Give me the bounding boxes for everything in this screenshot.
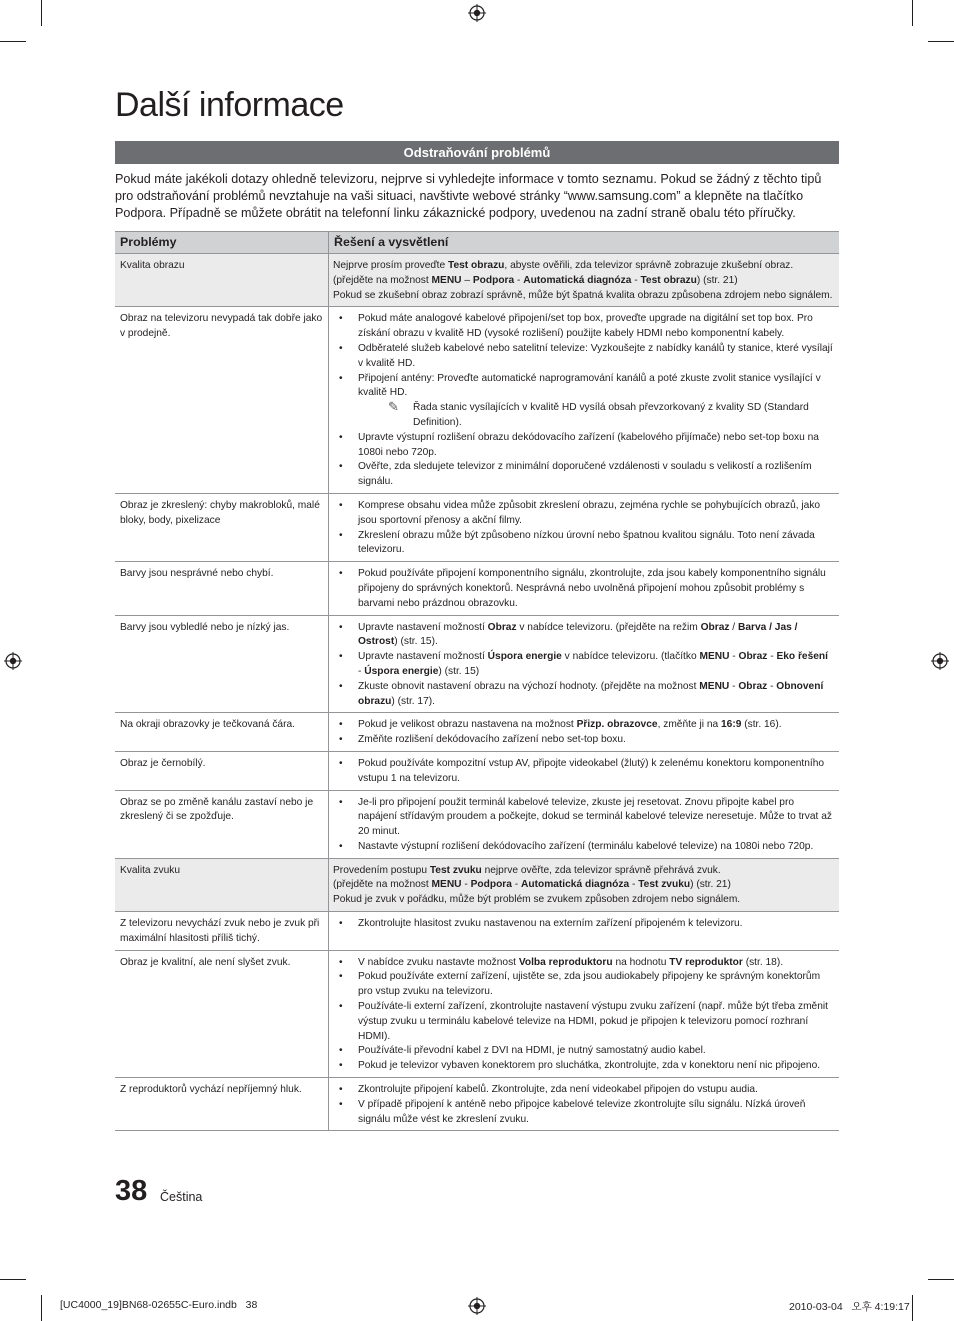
section-title: Odstraňování problémů	[115, 141, 839, 164]
table-row	[115, 307, 839, 494]
solution-bullet: • Používáte-li externí zařízení, zkontrolujte nastavení výstupu zvuku zařízení (např. může být třeba změnit výstup zvuku u terminálu kabelové televize na HDMI, pokud je připojen k televizoru pomocí rozhraní HDMI).	[333, 1000, 834, 1044]
solution-text: Provedením postupu Test zvuku nejprve ověřte, zda televizor správně přehrává zvuk.	[333, 864, 721, 876]
table-row	[115, 912, 839, 951]
problem-cell: Obraz se po změně kanálu zastaví nebo je zkreslený či se zpožďuje.	[115, 790, 329, 858]
solution-bullet: • Pokud máte analogové kabelové připojení/set top box, proveďte upgrade na digitální set top box. Pro získání obrazu v kvalitě HD (vysoké rozlišení) použijte kabely HDMI nebo komponentní kabely.	[333, 312, 834, 342]
solution-bullet: • Zkuste obnovit nastavení obrazu na výchozí hodnoty. (přejděte na možnost MENU - Obraz - Obnovení obrazu) (str. 17).	[333, 680, 834, 710]
solution-cell	[329, 562, 840, 615]
solution-bullet: • Upravte nastavení možností Obraz v nabídce televizoru. (přejděte na režim Obraz / Barva / Jas / Ostrost) (str. 15).	[333, 621, 834, 651]
solution-text: (přejděte na možnost MENU - Podpora - Automatická diagnóza - Test zvuku) (str. 21)	[333, 879, 731, 891]
solution-bullet: • Připojení antény: Proveďte automatické naprogramování kanálů a poté zkuste zvolit stanice vysílající v kvalitě HD. ✎ Řada stanic vysílajících v kvalitě HD vysílá obsah převzorkovaný z kvality SD (Standard Definition).	[333, 372, 834, 431]
table-row	[115, 751, 839, 790]
problem-cell: Obraz je černobílý.	[115, 751, 329, 790]
registration-mark-icon	[931, 652, 949, 670]
registration-mark-icon	[468, 1297, 486, 1315]
solution-cell	[329, 858, 840, 911]
problem-cell: Kvalita zvuku	[115, 858, 329, 911]
table-row	[115, 615, 839, 713]
solution-bullet: • Zkreslení obrazu může být způsobeno nízkou úrovní nebo špatnou kvalitou signálu. Toto není závada televizoru.	[333, 529, 834, 559]
column-header-solutions: Řešení a vysvětlení	[329, 232, 840, 254]
problem-cell: Na okraji obrazovky je tečkovaná čára.	[115, 713, 329, 752]
note: ✎ Řada stanic vysílajících v kvalitě HD vysílá obsah převzorkovaný z kvality SD (Standard Definition).	[388, 399, 809, 428]
solution-bullet: • Pokud používáte externí zařízení, ujistěte se, zda jsou audiokabely připojeny ke správným konektorům pro vstup zvuku na televizoru.	[333, 970, 834, 1000]
table-row	[115, 254, 839, 307]
solution-bullet: • Komprese obsahu videa může způsobit zkreslení obrazu, zejména rychle se pohybujících obrazů, jako jsou sportovní přenosy a akční filmy.	[333, 499, 834, 529]
solution-bullet: • Pokud je televizor vybaven konektorem pro sluchátka, zkontrolujte, zda v konektoru není nic připojeno.	[333, 1059, 834, 1074]
solution-cell	[329, 912, 840, 951]
solution-bullet: • Změňte rozlišení dekódovacího zařízení nebo set-top boxu.	[333, 733, 834, 748]
solution-bullet: • Zkontrolujte připojení kabelů. Zkontrolujte, zda není videokabel připojen do vstupu audia.	[333, 1083, 834, 1098]
troubleshooting-table	[115, 231, 839, 1131]
table-row	[115, 493, 839, 561]
table-row	[115, 858, 839, 911]
solution-cell	[329, 254, 840, 307]
table-row	[115, 713, 839, 752]
crop-mark	[0, 1279, 26, 1280]
table-row	[115, 1078, 839, 1131]
problem-cell: Z reproduktorů vychází nepříjemný hluk.	[115, 1078, 329, 1131]
page-language: Čeština	[160, 1190, 203, 1204]
crop-mark	[41, 0, 42, 26]
table-row	[115, 790, 839, 858]
solution-bullet: • Pokud používáte kompozitní vstup AV, připojte videokabel (žlutý) k zelenému konektoru komponentního vstupu 1 na televizoru.	[333, 757, 834, 787]
print-slug-datetime: 2010-03-04 오후 4:19:17	[789, 1301, 910, 1313]
intro-paragraph: Pokud máte jakékoli dotazy ohledně televizoru, nejprve si vyhledejte informace v tomto seznamu. Pokud se žádný z těchto tipů pro odstraňování problémů nevztahuje na vaši situaci, navštivte webové stránky “www.samsung.com” a klepněte na tlačítko Podpora. Případně se můžete obrátit na telefonní linku zákaznické podpory, uvedenou na zadní straně obalu této příručky.	[115, 172, 822, 220]
solution-cell	[329, 950, 840, 1077]
solution-bullet: • Odběratelé služeb kabelové nebo satelitní televize: Vyzkoušejte z nabídky kanálů ty stanice, které vysílají v kvalitě HD.	[333, 342, 834, 372]
solution-text: Nejprve prosím proveďte Test obrazu, abyste ověřili, zda televizor správně zobrazuje zkušební obraz.	[333, 260, 794, 271]
solution-bullet: • Nastavte výstupní rozlišení dekódovacího zařízení (terminálu kabelové televize) na 1080i nebo 720p.	[333, 840, 834, 855]
solution-cell	[329, 307, 840, 494]
crop-mark	[912, 1295, 913, 1321]
solution-bullet: • Zkontrolujte hlasitost zvuku nastavenou na externím zařízení připojeném k televizoru.	[333, 917, 834, 932]
problem-cell: Barvy jsou nesprávné nebo chybí.	[115, 562, 329, 615]
solution-bullet: • Upravte výstupní rozlišení obrazu dekódovacího zařízení (kabelového přijímače) nebo set-top boxu na 1080i nebo 720p.	[333, 431, 834, 461]
solution-cell	[329, 790, 840, 858]
registration-mark-icon	[468, 4, 486, 22]
crop-mark	[928, 1279, 954, 1280]
table-row	[115, 950, 839, 1077]
problem-cell: Obraz na televizoru nevypadá tak dobře jako v prodejně.	[115, 307, 329, 494]
registration-mark-icon	[4, 652, 22, 670]
crop-mark	[41, 1295, 42, 1321]
note-pencil-icon: ✎	[388, 399, 399, 415]
solution-cell	[329, 1078, 840, 1131]
print-slug-file: [UC4000_19]BN68-02655C-Euro.indb 38	[60, 1299, 258, 1311]
solution-text: Pokud je zvuk v pořádku, může být problém se zvukem způsoben zdrojem nebo signálem.	[333, 894, 741, 906]
solution-cell	[329, 713, 840, 752]
solution-bullet: • V nabídce zvuku nastavte možnost Volba reproduktoru na hodnotu TV reproduktor (str. 18).	[333, 956, 834, 971]
table-header-row	[115, 232, 839, 254]
solution-bullet: • Ověřte, zda sledujete televizor z minimální doporučené vzdálenosti v souladu s velikostí a rozlišením signálu.	[333, 460, 834, 490]
solution-bullet: • Pokud je velikost obrazu nastavena na možnost Přizp. obrazovce, změňte ji na 16:9 (str. 16).	[333, 718, 834, 733]
solution-bullet: • Používáte-li převodní kabel z DVI na HDMI, je nutný samostatný audio kabel.	[333, 1044, 834, 1059]
problem-cell: Z televizoru nevychází zvuk nebo je zvuk při maximální hlasitosti příliš tichý.	[115, 912, 329, 951]
solution-cell	[329, 615, 840, 713]
solution-cell	[329, 493, 840, 561]
solution-bullet: • V případě připojení k anténě nebo připojce kabelové televize zkontrolujte sílu signálu. Nízká úroveň signálu může vést ke zkreslení zvuku.	[333, 1098, 834, 1128]
solution-bullet: • Pokud používáte připojení komponentního signálu, zkontrolujte, zda jsou kabely komponentního signálu připojeny do správných konektorů. Nesprávná nebo uvolněná připojení mohou způsobit problémy s barvami nebo prázdnou obrazovku.	[333, 567, 834, 611]
problem-cell: Barvy jsou vybledlé nebo je nízký jas.	[115, 615, 329, 713]
solution-cell	[329, 751, 840, 790]
problem-cell: Kvalita obrazu	[115, 254, 329, 307]
page-title: Další informace	[115, 86, 344, 124]
column-header-problems: Problémy	[115, 232, 329, 254]
crop-mark	[0, 41, 26, 42]
crop-mark	[928, 41, 954, 42]
solution-bullet: • Je-li pro připojení použit terminál kabelové televize, zkuste jej resetovat. Znovu připojte kabel pro napájení střídavým proudem a počkejte, dokud se terminál kabelové televize neresetuje. Může to trvat až 20 minut.	[333, 796, 834, 840]
solution-bullet: • Upravte nastavení možností Úspora energie v nabídce televizoru. (tlačítko MENU - Obraz - Eko řešení - Úspora energie) (str. 15)	[333, 650, 834, 680]
problem-cell: Obraz je zkreslený: chyby makrobloků, malé bloky, body, pixelizace	[115, 493, 329, 561]
solution-text: (přejděte na možnost MENU – Podpora - Automatická diagnóza - Test obrazu) (str. 21)	[333, 274, 738, 286]
solution-text: Pokud se zkušební obraz zobrazí správně, může být špatná kvalita obrazu způsobena zdrojem nebo signálem.	[333, 289, 833, 301]
page-number: 38	[115, 1175, 148, 1207]
crop-mark	[912, 0, 913, 26]
problem-cell: Obraz je kvalitní, ale není slyšet zvuk.	[115, 950, 329, 1077]
table-row	[115, 562, 839, 615]
